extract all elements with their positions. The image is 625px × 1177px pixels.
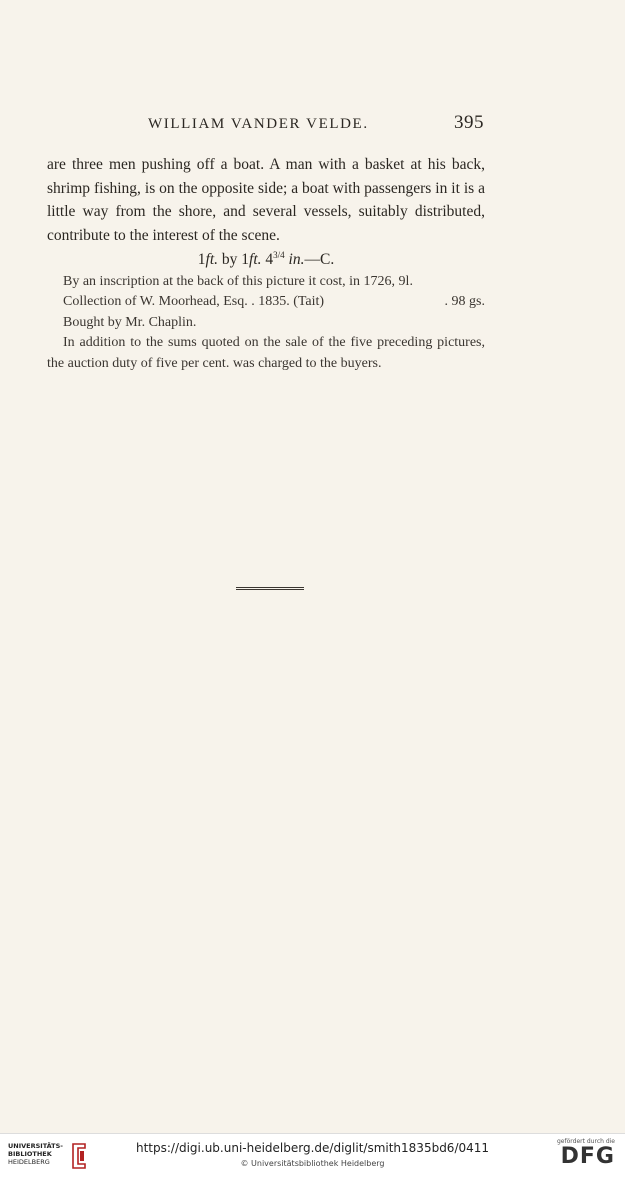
description-paragraph: are three men pushing off a boat. A man with a basket at his back, shrimp fishing, is on the opposite side; a boat with passengers in it is a little way from the shore, and several vessels, suitably distributed, contribute to the interest of the scene. bbox=[47, 156, 485, 244]
bought-line: Bought by Mr. Chaplin. bbox=[63, 314, 197, 330]
library-name-line2: BIBLIOTHEK bbox=[8, 1150, 52, 1158]
inscription-line: By an inscription at the back of this picture it cost, in 1726, 9l. bbox=[63, 273, 413, 289]
collection-line: Collection of W. Moorhead, Esq. . 1835. (Tait) . 98 gs. bbox=[63, 294, 485, 310]
running-title: WILLIAM VANDER VELDE. bbox=[148, 116, 369, 132]
page-header bbox=[148, 114, 484, 138]
viewer-footer bbox=[0, 1133, 625, 1177]
section-rule bbox=[236, 587, 304, 590]
auction-note: In addition to the sums quoted on the sale of the five preceding pictures, the auction duty of five per cent. was charged to the buyers. bbox=[47, 335, 485, 371]
library-name-line3: HEIDELBERG bbox=[8, 1158, 50, 1166]
page-number: 395 bbox=[454, 112, 484, 133]
copyright-notice: © Universitätsbibliothek Heidelberg bbox=[240, 1159, 385, 1168]
dfg-logo[interactable]: gefördert durch die DFG bbox=[557, 1138, 615, 1169]
permalink-url[interactable]: https://digi.ub.uni-heidelberg.de/diglit/smith1835bd6/0411 bbox=[135, 1141, 490, 1155]
page-body bbox=[47, 153, 485, 374]
dimensions-line: 1ft. by 1ft. $4^{3/4}$ in.—C. bbox=[197, 250, 335, 269]
provenance-block bbox=[47, 272, 485, 375]
library-name-line1: UNIVERSITÄTS- bbox=[8, 1142, 63, 1150]
